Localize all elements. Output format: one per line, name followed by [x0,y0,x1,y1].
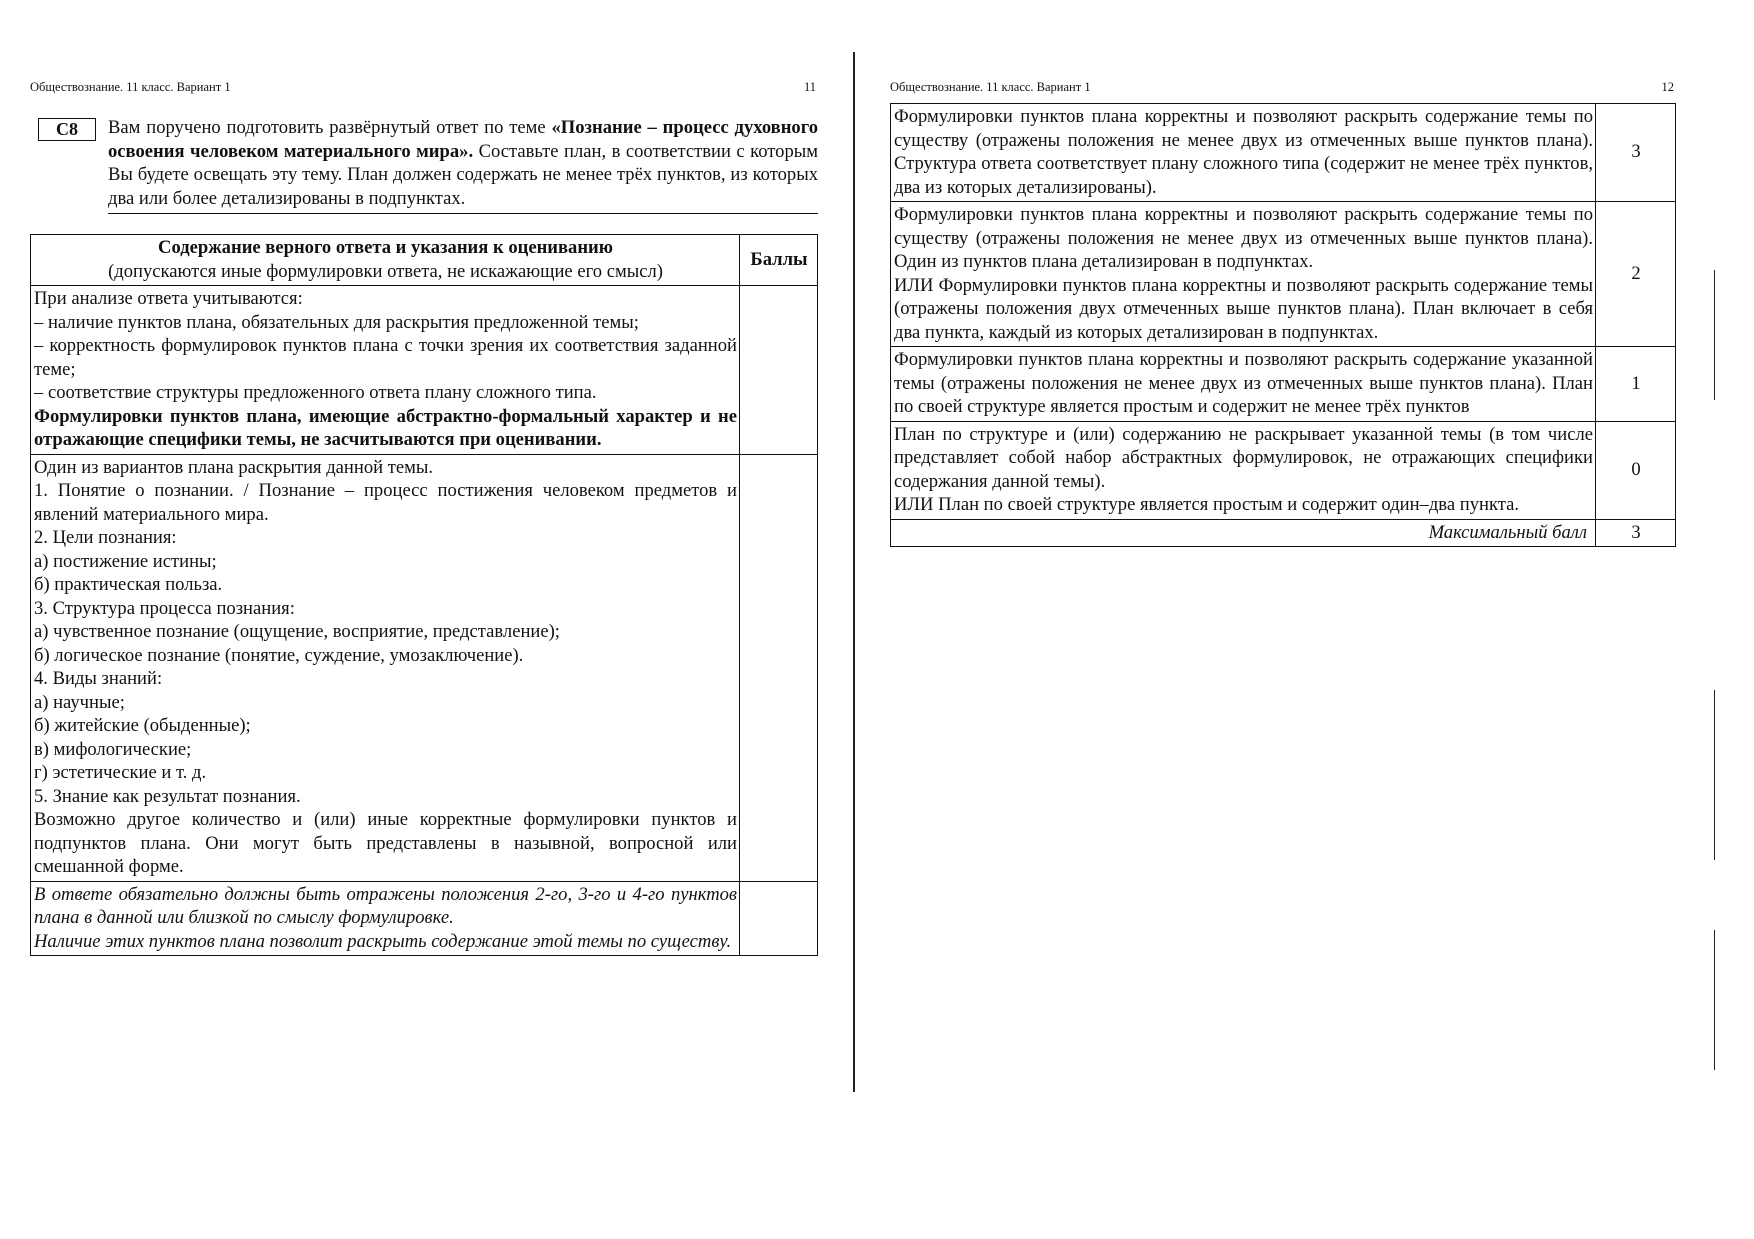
score-value: 0 [1596,421,1676,519]
scan-edge-line [1714,690,1715,860]
plan-line: в) мифологические; [34,738,192,760]
table-header-row [31,235,818,286]
score-criterion-cell [891,347,1596,422]
running-header [30,78,818,96]
right-page [890,78,1676,547]
plan-line: Один из вариантов плана раскрытия данной темы. [34,456,434,478]
running-header [890,78,1676,96]
criteria-line: – наличие пунктов плана, обязательных для раскрытия предложенной темы; [34,311,639,333]
plan-cell [31,454,740,881]
plan-line: б) житейские (обыденные); [34,715,251,736]
plan-line: б) практическая польза. [34,574,223,595]
score-row [891,347,1676,422]
header-title: Обществознание. 11 класс. Вариант 1 [890,80,1091,94]
criteria-row [31,286,818,455]
header-content-cell [31,235,740,286]
score-row [891,421,1676,519]
scan-edge-line [1714,930,1715,1070]
max-score-row [891,519,1676,547]
plan-line: 1. Понятие о познании. / Познание – процесс постижения человеком предметов и явлений материального мира. [34,480,737,525]
score-criterion-cell [891,421,1596,519]
required-row [31,881,818,956]
plan-line: а) постижение истины; [34,550,217,572]
criteria-bold-note: Формулировки пунктов плана, имеющие абстрактно-формальный характер и не отражающие специфики темы, не засчитываются при оценивании. [34,405,737,450]
scan-edge-line [1714,270,1715,400]
header-title: Обществознание. 11 класс. Вариант 1 [30,80,231,94]
required-points-cell [740,881,818,956]
task-block [30,116,818,214]
page-number: 11 [803,80,816,94]
score-criterion-cell [891,104,1596,202]
plan-line: Возможно другое количество и (или) иные корректные формулировки пунктов и подпунктов плана. Они могут быть представлены в назывной, вопросной или смешанной форме. [34,809,737,877]
criterion-alt-text: ИЛИ План по своей структуре является простым и содержит один–два пункта. [894,494,1519,515]
criterion-text: План по структуре и (или) содержанию не раскрывает указанной темы (в том числе представляет собой набор абстрактных формулировок, не отражающих специфики содержания данной темы). [894,423,1593,492]
criteria-cell [31,286,740,455]
score-criterion-cell [891,202,1596,347]
criteria-line: – соответствие структуры предложенного ответа плану сложного типа. [34,382,597,403]
plan-line: а) чувственное познание (ощущение, восприятие, представление); [34,621,560,642]
required-cell [31,881,740,956]
task-statement [108,116,818,214]
plan-line: а) научные; [34,691,125,713]
criterion-text: Формулировки пунктов плана корректны и позволяют раскрыть содержание указанной темы (отражены положения не менее двух из отмеченных выше пунктов плана). План по своей структуре является простым и содержит не менее трёх пунктов [894,349,1593,417]
plan-line: 2. Цели познания: [34,527,177,548]
answer-key-table [30,234,818,956]
criteria-line: – корректность формулировок пунктов плана с точки зрения их соответствия заданной теме; [34,335,737,380]
scoring-table [890,103,1676,547]
criteria-line: При анализе ответа учитываются: [34,288,303,309]
plan-line: б) логическое познание (понятие, суждение, умозаключение). [34,644,524,666]
task-topic: «Познание – процесс духовного освоения человеком материального мира». [108,117,819,162]
required-line: В ответе обязательно должны быть отражены положения 2-го, 3-го и 4-го пунктов плана в данной или близкой по смыслу формулировке. [34,883,737,928]
criteria-points-cell [740,286,818,455]
max-score-label: Максимальный балл [891,519,1596,547]
header-title-text: Содержание верного ответа и указания к оцениванию [158,237,613,258]
page-number: 12 [1661,80,1674,94]
plan-line: 3. Структура процесса познания: [34,597,295,619]
plan-line: 4. Виды знаний: [34,668,163,689]
task-code-badge: C8 [38,118,96,141]
criterion-text: Формулировки пунктов плана корректны и позволяют раскрыть содержание темы по существу (отражены положения не менее двух из отмеченных выше пунктов плана). Один из пунктов плана детализирован в подпунктах. [894,204,1593,272]
plan-row [31,454,818,881]
criterion-text: Формулировки пунктов плана корректны и позволяют раскрыть содержание темы по существу (отражены положения не менее двух из отмеченных выше пунктов плана). Структура ответа соответствует плану сложного типа (содержит не менее трёх пунктов, два из которых детализированы). [894,106,1593,198]
criterion-alt-text: ИЛИ Формулировки пунктов плана корректны и позволяют раскрыть содержание темы (отражены положения двух отмеченных выше пунктов плана). План включает в себя два пункта, каждый из которых детализирован в подпунктах. [894,274,1593,343]
task-intro: Вам поручено подготовить развёрнутый ответ по теме [108,117,552,138]
page-divider [853,52,855,1092]
score-row [891,202,1676,347]
score-value: 3 [1596,104,1676,202]
plan-line: 5. Знание как результат познания. [34,785,301,807]
header-points-cell: Баллы [740,235,818,286]
header-note-text: (допускаются иные формулировки ответа, не искажающие его смысл) [108,260,663,282]
max-score-value: 3 [1596,519,1676,547]
left-page [30,78,818,956]
score-value: 1 [1596,347,1676,422]
score-row [891,104,1676,202]
score-value: 2 [1596,202,1676,347]
task-instructions: Составьте план, в соответствии с которым Вы будете освещать эту тему. План должен содержать не менее трёх пунктов, из которых два или более детализированы в подпунктах. [108,140,818,209]
plan-points-cell [740,454,818,881]
plan-line: г) эстетические и т. д. [34,762,207,783]
required-line: Наличие этих пунктов плана позволит раскрыть содержание этой темы по существу. [34,930,732,952]
